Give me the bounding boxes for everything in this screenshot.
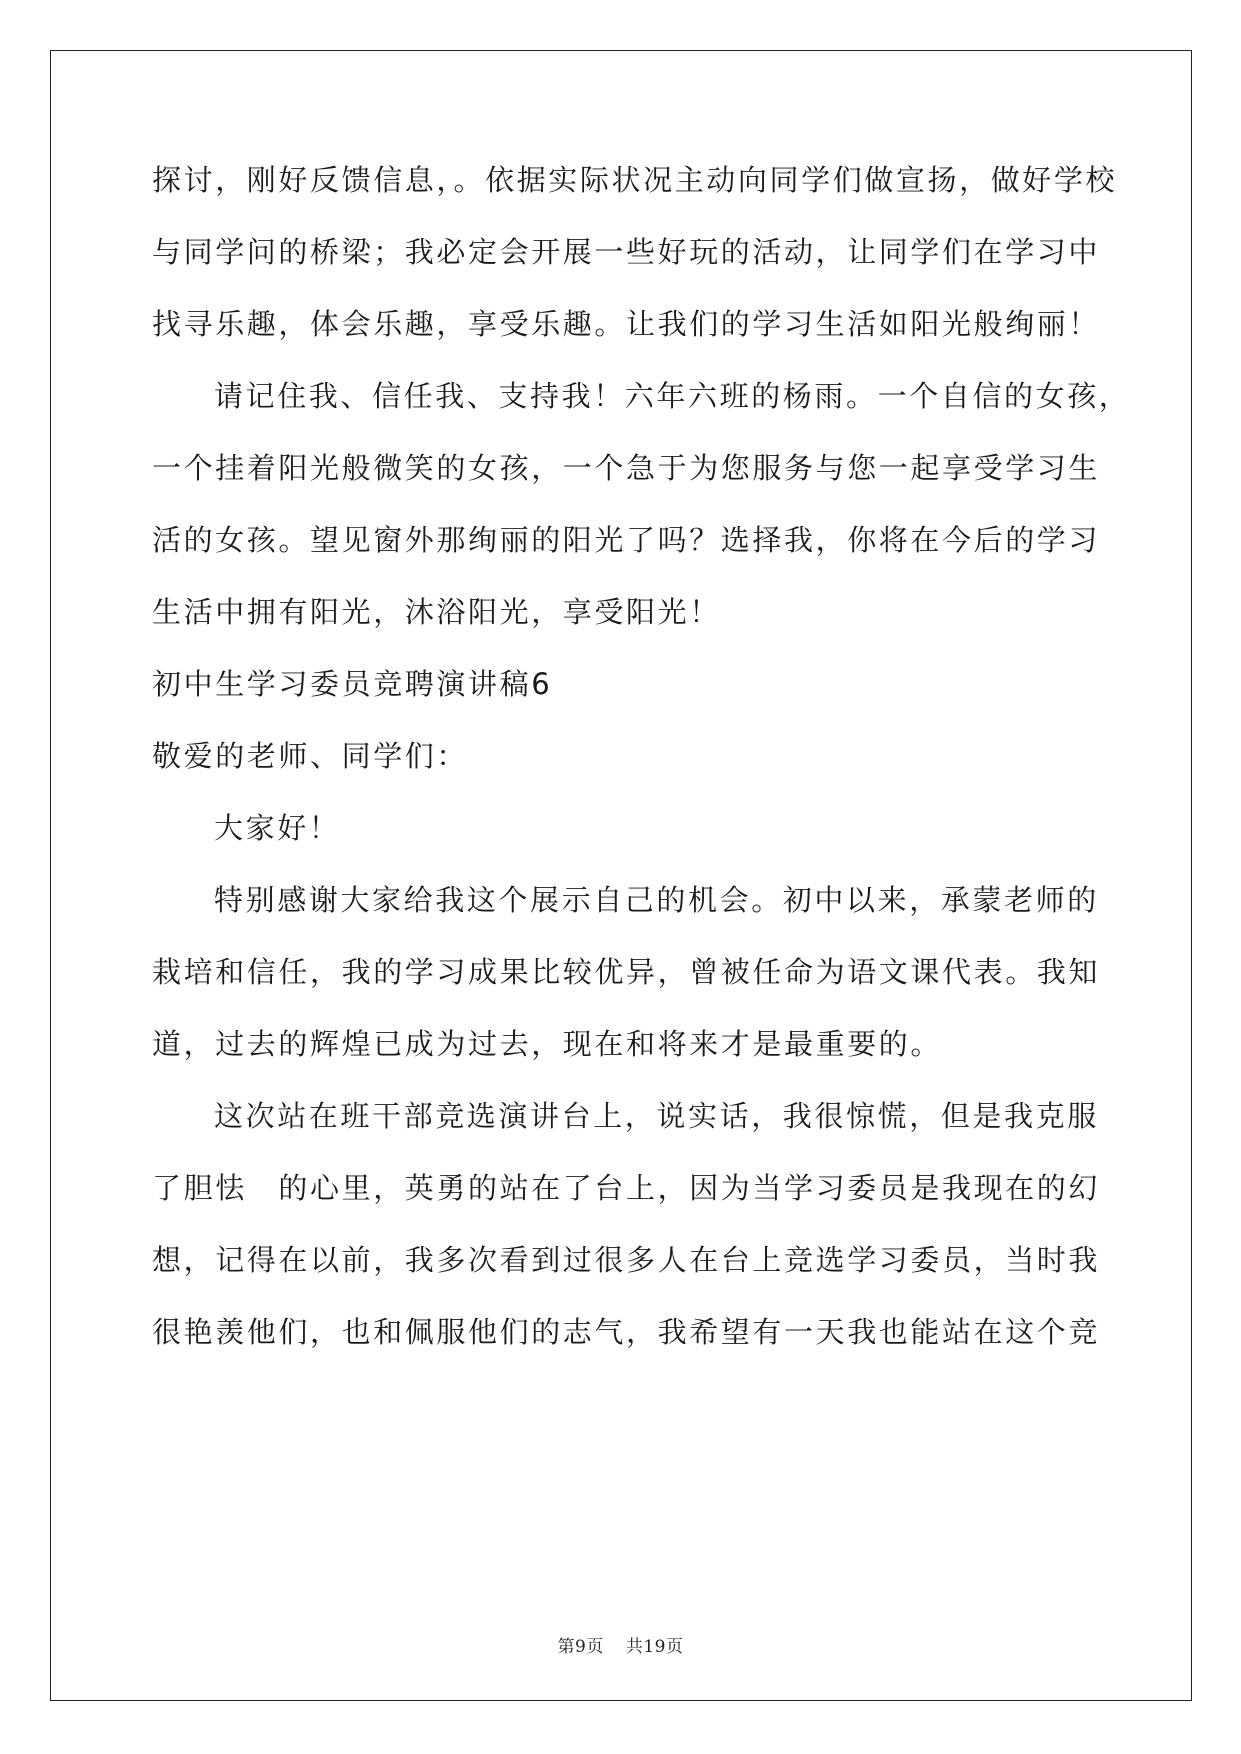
page-footer — [0, 1632, 1241, 1657]
text-line: 特别感谢大家给我这个展示自己的机会。初中以来，承蒙老师的 — [214, 883, 1099, 917]
text-line: 找寻乐趣，体会乐趣，享受乐趣。让我们的学习生活如阳光般绚丽！ — [152, 307, 1101, 341]
text-line: 想，记得在以前，我多次看到过很多人在台上竞选学习委员，当时我 — [152, 1243, 1101, 1277]
text-line: 很艳羡他们，也和佩服他们的志气，我希望有一天我也能站在这个竞 — [152, 1315, 1101, 1349]
text-line: 了胆怯 的心里，英勇的站在了台上，因为当学习委员是我现在的幻 — [152, 1171, 1101, 1205]
text-line: 与同学问的桥梁；我必定会开展一些好玩的活动，让同学们在学习中 — [152, 235, 1101, 269]
current-page-label: 第9页 — [557, 1637, 604, 1657]
page-border — [50, 50, 1192, 1701]
text-line: 活的女孩。望见窗外那绚丽的阳光了吗？选择我，你将在今后的学习 — [152, 523, 1101, 557]
text-line: 道，过去的辉煌已成为过去，现在和将来才是最重要的。 — [152, 1027, 943, 1061]
section-heading: 初中生学习委员竞聘演讲稿6 — [152, 667, 553, 701]
salutation: 敬爱的老师、同学们： — [152, 739, 469, 773]
text-line: 这次站在班干部竞选演讲台上，说实话，我很惊慌，但是我克服 — [214, 1099, 1099, 1133]
text-line: 栽培和信任，我的学习成果比较优异，曾被任命为语文课代表。我知 — [152, 955, 1101, 989]
text-line: 探讨，刚好反馈信息，。依据实际状况主动向同学们做宣扬，做好学校 — [152, 163, 1118, 197]
text-line: 生活中拥有阳光，沐浴阳光，享受阳光！ — [152, 595, 721, 629]
text-line: 一个挂着阳光般微笑的女孩，一个急于为您服务与您一起享受学习生 — [152, 451, 1101, 485]
text-line: 请记住我、信任我、支持我！六年六班的杨雨。一个自信的女孩， — [214, 379, 1131, 413]
greeting: 大家好！ — [214, 811, 341, 845]
total-pages-label: 共19页 — [625, 1637, 684, 1657]
